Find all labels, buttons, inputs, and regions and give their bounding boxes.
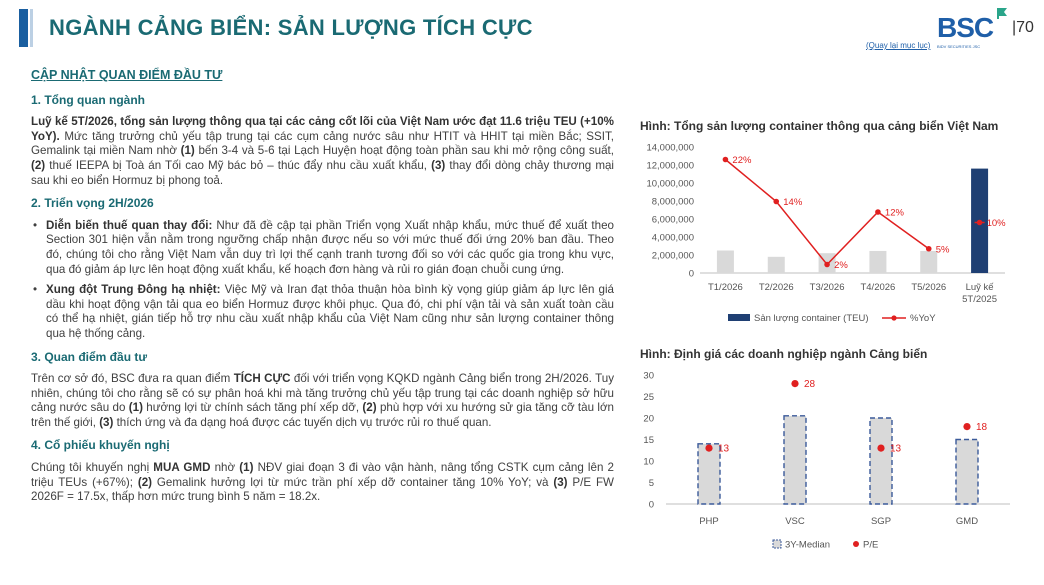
legend-label: Sản lượng container (TEU) — [754, 313, 869, 324]
s4-text: Chúng tôi khuyến nghị — [31, 461, 154, 475]
y-tick-label: 10 — [643, 456, 654, 468]
s4-text: nhờ — [210, 461, 240, 475]
x-tick-label: Luỹ kế — [965, 282, 994, 293]
s4-text: P/E FW 2026F = 17.5x, thấp hơn mức trung bình 5 năm = 18.2x. — [31, 475, 614, 504]
back-to-contents-link[interactable]: (Quay lại mục lục) — [866, 41, 931, 50]
section-2-title: 2. Triển vọng 2H/2026 — [31, 196, 154, 211]
s1-text: thay đổi dòng chảy thương mại sau khi eo biển Hormuz bị phong toả. — [31, 158, 614, 187]
s3-text: đối với triển vọng KQKD ngành Cảng biển trong 2H/2026. Tuy nhiên, chúng tôi cho rằng sẽ có sự phân hoá khi mà tăng trưởng chủ yếu tập trung tại các doanh nghiệp sở hữu cảng nước sâu do — [31, 372, 614, 415]
legend-swatch-bar — [728, 314, 750, 321]
pe-point — [963, 423, 970, 430]
yoy-data-label: 2% — [834, 260, 848, 271]
pe-point — [791, 380, 798, 387]
port-valuation-chart — [630, 366, 1020, 556]
legend-swatch-point — [853, 541, 859, 547]
y-tick-label: 20 — [643, 413, 654, 425]
yoy-data-label: 10% — [986, 218, 1006, 229]
y-tick-label: 10,000,000 — [646, 178, 694, 190]
y-tick-label: 30 — [643, 370, 654, 382]
y-tick-label: 0 — [648, 499, 654, 511]
volume-bar — [717, 251, 734, 274]
chart-2-title: Hình: Định giá các doanh nghiệp ngành Cảng biển — [640, 347, 928, 361]
section-4-paragraph — [31, 461, 614, 505]
s1-num: (2) — [31, 158, 46, 172]
s3-num: (1) — [128, 401, 143, 415]
legend-label: 3Y-Median — [785, 539, 831, 551]
y-tick-label: 5 — [648, 478, 654, 489]
legend-label: %YoY — [910, 313, 936, 324]
s3-text: thích ứng và đa dạng hoá được các tuyến dịch vụ trước rủi ro thuế quan. — [113, 415, 492, 429]
pe-data-label: 13 — [890, 443, 902, 455]
y-tick-label: 14,000,000 — [646, 142, 694, 154]
content-column — [31, 68, 614, 513]
page-number: |70 — [1012, 19, 1034, 36]
x-tick-label: T3/2026 — [809, 282, 845, 293]
x-tick-label: 5T/2025 — [962, 294, 998, 305]
median-bar — [784, 416, 806, 504]
pe-point — [877, 445, 884, 452]
s4-num: (1) — [239, 461, 254, 475]
bullet-item — [31, 283, 614, 341]
legend-swatch-bar — [773, 540, 781, 548]
x-tick-label: T4/2026 — [860, 282, 896, 293]
y-tick-label: 25 — [643, 392, 654, 403]
section-1-paragraph — [31, 115, 614, 188]
s3-num: (2) — [362, 401, 377, 415]
x-tick-label: T1/2026 — [707, 282, 743, 293]
s3-text: hưởng lợi từ chính sách tăng phí xếp dỡ, — [142, 401, 363, 415]
section-2-bullets — [31, 219, 614, 342]
s4-num: (3) — [553, 475, 568, 489]
pe-data-label: 13 — [718, 443, 730, 455]
s1-text: bến 3-4 và 5-6 tại Lạch Huyện hoạt động toàn phần sau khi mở rộng công suất, — [194, 144, 614, 158]
container-volume-chart — [630, 138, 1020, 333]
s3-num: (3) — [99, 415, 114, 429]
s1-text: Mức tăng trưởng chủ yếu tập trung tại các cụm cảng nước sâu như HTIT và HHIT tại miền Bắc; SSIT, Gemalink tại miền Nam nhờ — [31, 129, 614, 158]
yoy-data-label: 22% — [732, 155, 752, 166]
s3-text: phù hợp với xu hướng sử gia tăng cỡ tàu lớn trên thế giới, — [31, 401, 614, 429]
median-bar — [956, 440, 978, 505]
x-tick-label: T5/2026 — [911, 282, 947, 293]
y-tick-label: 0 — [688, 268, 694, 280]
s4-num: (2) — [137, 475, 153, 489]
x-tick-label: T2/2026 — [758, 282, 794, 293]
s1-bold: Luỹ kế 5T/2026, tổng sản lượng thông qua tại các cảng cốt lõi của Việt Nam ước đạt 11.6 triệu TEU (+10% YoY). — [31, 115, 614, 143]
y-tick-label: 6,000,000 — [651, 214, 694, 226]
yoy-point — [723, 157, 729, 163]
yoy-point — [977, 220, 983, 226]
y-tick-label: 15 — [643, 435, 654, 446]
chart-1-title: Hình: Tổng sản lượng container thông qua cảng biển Việt Nam — [640, 119, 999, 133]
logo-text: BSC — [937, 12, 994, 43]
yoy-point — [773, 199, 779, 205]
x-tick-label: SGP — [870, 516, 892, 527]
volume-bar — [920, 251, 937, 273]
y-tick-label: 12,000,000 — [646, 160, 694, 172]
yoy-data-label: 14% — [783, 197, 803, 208]
section-heading: CẬP NHẬT QUAN ĐIỂM ĐẦU TƯ — [31, 68, 223, 82]
y-tick-label: 2,000,000 — [651, 250, 694, 262]
logo-subtitle: BIDV SECURITIES JSC — [937, 44, 981, 49]
median-bar — [698, 444, 720, 504]
x-tick-label: GMD — [955, 516, 979, 527]
section-3-paragraph — [31, 372, 614, 430]
logo-flag-icon — [995, 6, 1009, 20]
volume-bar — [768, 257, 785, 273]
page-number-value: 70 — [1016, 19, 1034, 36]
yoy-point — [875, 209, 881, 215]
s3-bold: TÍCH CỰC — [233, 372, 291, 386]
bsc-logo — [937, 6, 1012, 49]
y-tick-label: 4,000,000 — [651, 232, 694, 244]
s1-num: (1) — [180, 144, 195, 158]
section-1-title: 1. Tổng quan ngành — [31, 92, 145, 107]
legend-label: P/E — [863, 539, 879, 551]
yoy-point — [824, 262, 830, 268]
bullet-item — [31, 219, 614, 277]
section-3-title: 3. Quan điểm đầu tư — [31, 349, 148, 364]
legend-swatch-point — [891, 315, 896, 320]
title-accent-bar — [19, 9, 28, 47]
bullet-bold: Xung đột Trung Đông hạ nhiệt: — [46, 283, 221, 297]
s3-text: Trên cơ sở đó, BSC đưa ra quan điểm — [31, 372, 234, 386]
s4-text: Gemalink hưởng lợi từ mức trần phí xếp dỡ container tăng 10% YoY; và — [152, 475, 554, 489]
bullet-bold: Diễn biến thuế quan thay đổi: — [46, 218, 213, 232]
pe-point — [705, 445, 712, 452]
volume-bar — [869, 251, 886, 273]
page-title: NGÀNH CẢNG BIỂN: SẢN LƯỢNG TÍCH CỰC — [49, 15, 533, 40]
yoy-data-label: 5% — [935, 244, 950, 256]
bullet-text: Việc Mỹ và Iran đạt thỏa thuận hòa bình kỳ vọng giúp giảm áp lực lên giá dầu khi hoạt động vận tải qua eo biển Hormuz được khôi phục. Qua đó, chi phí vận tải và sản xuất toàn cầu có thể hạ nhiệt, gián tiếp hỗ trợ nhu cầu xuất nhập khẩu của Việt Nam cũng như sản lượng container thông qua hệ thống cảng. — [46, 283, 615, 340]
s1-num: (3) — [431, 158, 446, 172]
s4-bold: MUA GMD — [153, 461, 211, 475]
pe-data-label: 28 — [804, 379, 816, 391]
section-4-title: 4. Cổ phiếu khuyến nghị — [31, 438, 170, 453]
s1-text: thuế IEEPA bị Toà án Tối cao Mỹ bác bỏ – thúc đẩy nhu cầu xuất khẩu, — [45, 158, 432, 172]
yoy-point — [926, 246, 932, 252]
x-tick-label: PHP — [699, 516, 719, 527]
median-bar — [870, 418, 892, 504]
s4-text: NĐV giai đoạn 3 đi vào vận hành, nâng tổng CSTK cụm cảng lên 2 triệu TEUs (+67%); — [31, 461, 614, 489]
bullet-text: Như đã đề cập tại phần Triển vọng Xuất nhập khẩu, mức thuế để xuất theo Section 301 hiện vẫn nằm trong ngưỡng chấp nhận được nếu so với mức thuế đối ứng 20% ban đầu. Theo đó, chúng tôi cho rằng Việt Nam vẫn duy trì lợi thế cạnh tranh tương đối so với các quốc gia trong khu vực, qua đó giảm áp lực lên hoạt động xuất khẩu, kế hoạch đơn hàng và rủi ro gián đoạn chuỗi cung ứng. — [46, 218, 615, 276]
title-accent-bar-light — [30, 9, 33, 47]
y-tick-label: 8,000,000 — [651, 196, 694, 208]
x-tick-label: VSC — [785, 516, 805, 527]
pe-data-label: 18 — [976, 422, 988, 434]
yoy-data-label: 12% — [884, 207, 904, 219]
